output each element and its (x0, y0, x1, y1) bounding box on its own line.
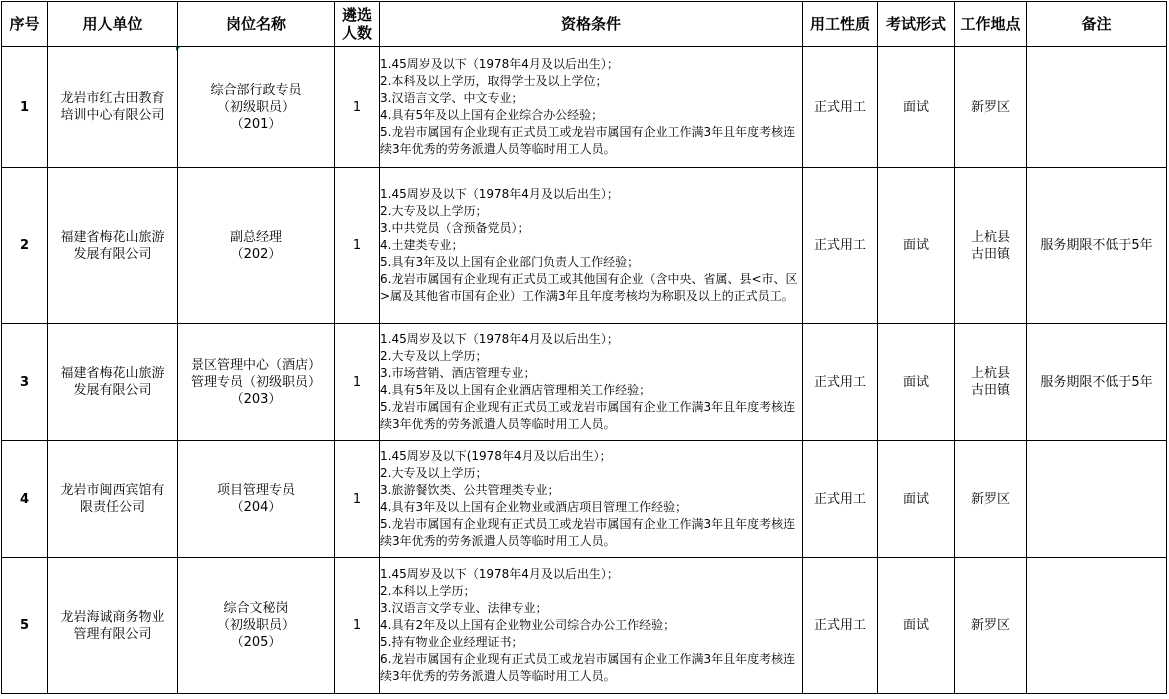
condition-item: 4.具有5年及以上国有企业综合办公经验； (380, 108, 604, 122)
row-remark (1027, 558, 1167, 694)
condition-item: 3.汉语言文学、中文专业； (380, 91, 524, 105)
row-position (178, 558, 335, 694)
row-position (178, 168, 335, 324)
position-line: 副总经理 (229, 229, 282, 245)
recruitment-table (1, 1, 1167, 694)
header-remark: 备注 (1027, 2, 1167, 47)
condition-item: 4.土建类专业； (380, 238, 464, 252)
row-conditions (380, 441, 803, 558)
condition-item: 1.45周岁及以下（1978年4月及以后出生）； (380, 57, 619, 71)
condition-item: 2.大专及以上学历； (380, 466, 488, 480)
table-body (2, 47, 1167, 694)
row-conditions (380, 47, 803, 168)
row-nature: 正式用工 (803, 441, 878, 558)
row-unit (48, 168, 178, 324)
position-line: （202） (230, 246, 282, 262)
header-row (2, 2, 1167, 47)
location-line: 古田镇 (970, 383, 1010, 398)
header-unit: 用人单位 (48, 2, 178, 47)
row-count: 1 (335, 324, 380, 441)
unit-line: 龙岩海诚商务物业 (60, 609, 165, 625)
condition-item: 3.市场营销、酒店管理专业； (380, 366, 536, 380)
row-unit (48, 324, 178, 441)
condition-item: 4.具有2年及以上国有企业物业公司综合办公工作经验； (380, 618, 676, 632)
header-seq: 序号 (2, 2, 48, 47)
position-line: （204） (230, 500, 282, 515)
condition-item: 2.大专及以上学历； (380, 204, 488, 218)
row-exam: 面试 (878, 324, 955, 441)
row-seq: 4 (2, 441, 48, 558)
condition-item: 2.本科以上学历； (380, 584, 476, 598)
position-line: （初级职员） (216, 99, 295, 115)
row-location (955, 47, 1027, 168)
condition-item: 3.中共党员（含预备党员）； (380, 221, 530, 235)
condition-item: 5.龙岩市属国有企业现有正式员工或龙岩市属国有企业工作满3年且年度考核连续3年优秀的劳务派遣人员等临时用工人员。 (380, 517, 796, 548)
location-line: 上杭县 (970, 366, 1010, 381)
row-count: 1 (335, 47, 380, 168)
row-position (178, 441, 335, 558)
row-unit (48, 558, 178, 694)
unit-line: 福建省梅花山旅游 (60, 366, 165, 381)
row-location (955, 441, 1027, 558)
unit-line: 龙岩市闽西宾馆有 (60, 483, 165, 498)
row-remark: 服务期限不低于5年 (1027, 168, 1167, 324)
row-exam: 面试 (878, 558, 955, 694)
condition-item: 5.持有物业企业经理证书； (380, 635, 524, 649)
header-position: 岗位名称 (178, 2, 335, 47)
unit-line: 培训中心有限公司 (60, 108, 165, 123)
condition-item: 1.45周岁及以下（1978年4月及以后出生）； (380, 567, 619, 581)
row-count: 1 (335, 168, 380, 324)
location-line: 新罗区 (970, 491, 1010, 507)
row-location (955, 324, 1027, 441)
row-exam: 面试 (878, 168, 955, 324)
unit-line: 发展有限公司 (73, 383, 152, 398)
row-exam: 面试 (878, 47, 955, 168)
position-line: 项目管理专员 (216, 483, 295, 498)
row-nature: 正式用工 (803, 558, 878, 694)
condition-item: 2.本科及以上学历，取得学士及以上学位； (380, 74, 608, 88)
location-line: 新罗区 (970, 618, 1010, 633)
position-line: 综合部行政专员 (210, 82, 302, 98)
row-remark (1027, 441, 1167, 558)
row-seq: 2 (2, 168, 48, 324)
row-position (178, 47, 335, 168)
condition-item: 1.45周岁及以下（1978年4月及以后出生）； (380, 332, 619, 346)
condition-item: 3.汉语言文学专业、法律专业； (380, 601, 548, 615)
position-line: （201） (230, 116, 282, 132)
row-seq: 1 (2, 47, 48, 168)
table-row (2, 168, 1167, 324)
header-location: 工作地点 (955, 2, 1027, 47)
table-row (2, 441, 1167, 558)
condition-item: 3.旅游餐饮类、公共管理类专业； (380, 483, 560, 497)
header-conditions: 资格条件 (380, 2, 803, 47)
row-nature: 正式用工 (803, 47, 878, 168)
row-conditions (380, 558, 803, 694)
row-exam: 面试 (878, 441, 955, 558)
condition-item: 5.龙岩市属国有企业现有正式员工或龙岩市属国有企业工作满3年且年度考核连续3年优秀的劳务派遣人员等临时用工人员。 (380, 400, 796, 431)
position-line: 管理专员（初级职员） (190, 374, 321, 390)
position-line: 综合文秘岗 (223, 601, 289, 616)
unit-line: 龙岩市红古田教育 (60, 91, 165, 106)
condition-item: 4.具有3年及以上国有企业物业或酒店项目管理工作经验； (380, 500, 688, 514)
location-line: 古田镇 (970, 246, 1010, 262)
position-line: 景区管理中心（酒店） (190, 357, 321, 373)
row-unit (48, 441, 178, 558)
unit-line: 管理有限公司 (73, 626, 152, 642)
unit-line: 福建省梅花山旅游 (60, 229, 165, 245)
location-line: 上杭县 (970, 229, 1010, 245)
row-nature: 正式用工 (803, 168, 878, 324)
condition-item: 2.大专及以上学历； (380, 349, 488, 363)
condition-item: 1.45周岁及以下（1978年4月及以后出生）； (380, 187, 619, 201)
row-count: 1 (335, 558, 380, 694)
unit-line: 发展有限公司 (73, 246, 152, 262)
condition-item: 6.龙岩市属国有企业现有正式员工或其他国有企业（含中央、省属、县<市、区>属及其他省市国有企业）工作满3年且年度考核均为称职及以上的正式员工。 (380, 272, 798, 303)
row-count: 1 (335, 441, 380, 558)
condition-item: 4.具有5年及以上国有企业酒店管理相关工作经验； (380, 383, 652, 397)
row-location (955, 558, 1027, 694)
row-remark: 服务期限不低于5年 (1027, 324, 1167, 441)
row-location (955, 168, 1027, 324)
condition-item: 1.45周岁及以下(1978年4月及以后出生）； (380, 449, 612, 463)
header-nature: 用工性质 (803, 2, 878, 47)
row-nature: 正式用工 (803, 324, 878, 441)
header-count: 遴选人数 (335, 2, 380, 47)
position-line: （初级职员） (216, 618, 295, 633)
condition-item: 6.龙岩市属国有企业现有正式员工或龙岩市属国有企业工作满3年且年度考核连续3年优秀的劳务派遣人员等临时用工人员。 (380, 652, 796, 683)
position-line: （203） (230, 391, 282, 407)
location-line: 新罗区 (970, 99, 1010, 115)
row-conditions (380, 168, 803, 324)
table-row (2, 324, 1167, 441)
table-row (2, 558, 1167, 694)
row-seq: 5 (2, 558, 48, 694)
condition-item: 5.具有3年及以上国有企业部门负责人工作经验； (380, 255, 640, 269)
row-seq: 3 (2, 324, 48, 441)
row-position (178, 324, 335, 441)
table-row (2, 47, 1167, 168)
header-exam: 考试形式 (878, 2, 955, 47)
condition-item: 5.龙岩市属国有企业现有正式员工或龙岩市属国有企业工作满3年且年度考核连续3年优秀的劳务派遣人员等临时用工人员。 (380, 125, 796, 156)
unit-line: 限责任公司 (79, 500, 145, 515)
row-unit (48, 47, 178, 168)
row-conditions (380, 324, 803, 441)
position-line: （205） (230, 635, 282, 650)
row-remark (1027, 47, 1167, 168)
